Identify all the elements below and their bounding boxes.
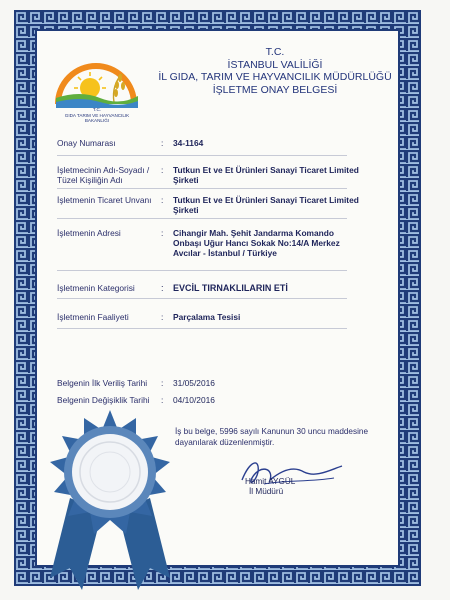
field-colon: : (161, 228, 164, 238)
legal-note: İş bu belge, 5996 sayılı Kanunun 30 uncu maddesine dayanılarak düzenlenmiştir. (175, 427, 369, 447)
field-label: Belgenin İlk Veriliş Tarihi (57, 378, 148, 388)
field-value: Parçalama Tesisi (173, 312, 241, 322)
field-colon: : (161, 283, 164, 293)
field-value: EVCİL TIRNAKLILARIN ETİ (173, 283, 288, 293)
logo-line-3: BAKANLIĞI (84, 118, 110, 123)
header-directorate: İL GIDA, TARIM VE HAYVANCILIK MÜDÜRLÜĞÜ (158, 71, 392, 83)
field-value: Tutkun Et ve Et Ürünleri Sanayi Ticaret Limited Şirketi (173, 165, 359, 185)
signatory-name: Hamit AYGÜL (245, 477, 296, 486)
field-label: İşletmenin Faaliyeti (57, 312, 129, 322)
header-governorship: İSTANBUL VALİLİĞİ (227, 58, 323, 71)
signatory (245, 477, 325, 497)
divider (57, 328, 347, 329)
official-seal (40, 408, 180, 593)
field-label: Belgenin Değişiklik Tarihi (57, 395, 150, 405)
divider (57, 298, 347, 299)
field-colon: : (161, 378, 164, 388)
field-label: İşletmenin Kategorisi (57, 283, 135, 293)
field-colon: : (161, 312, 164, 322)
header-certificate-title: İŞLETME ONAY BELGESİ (212, 83, 338, 96)
document-header (140, 46, 410, 96)
field-value: Cihangir Mah. Şehit Jandarma Komando Onbaşı Uğur Hancı Sokak No:14/A Merkez Avcılar - İstanbul / Türkiye (173, 228, 340, 258)
field-value: 34-1164 (173, 138, 204, 148)
signatory-title: İl Müdürü (249, 487, 284, 496)
logo-line-1: T.C. (92, 107, 102, 112)
logo-line-2: GIDA TARIM VE HAYVANCILIK (64, 112, 130, 118)
field-label: İşletmenin Adresi (57, 228, 121, 238)
field-colon: : (161, 195, 164, 205)
divider (57, 155, 347, 156)
field-label: İşletmenin Ticaret Unvanı (57, 195, 152, 205)
field-colon: : (161, 165, 164, 175)
header-tc: T.C. (265, 46, 285, 58)
logo-caption (48, 107, 146, 124)
field-value: 31/05/2016 (173, 378, 215, 388)
field-value: 04/10/2016 (173, 395, 215, 405)
field-colon: : (161, 395, 164, 405)
divider (57, 218, 347, 219)
field-colon: : (161, 138, 164, 148)
field-label: İşletmecinin Adı-Soyadı / Tüzel Kişiliğin Adı (57, 165, 150, 185)
field-value: Tutkun Et ve Et Ürünleri Sanayi Ticaret Limited Şirketi (173, 195, 359, 215)
divider (57, 188, 347, 189)
divider (57, 270, 347, 271)
field-label: Onay Numarası (57, 138, 116, 148)
